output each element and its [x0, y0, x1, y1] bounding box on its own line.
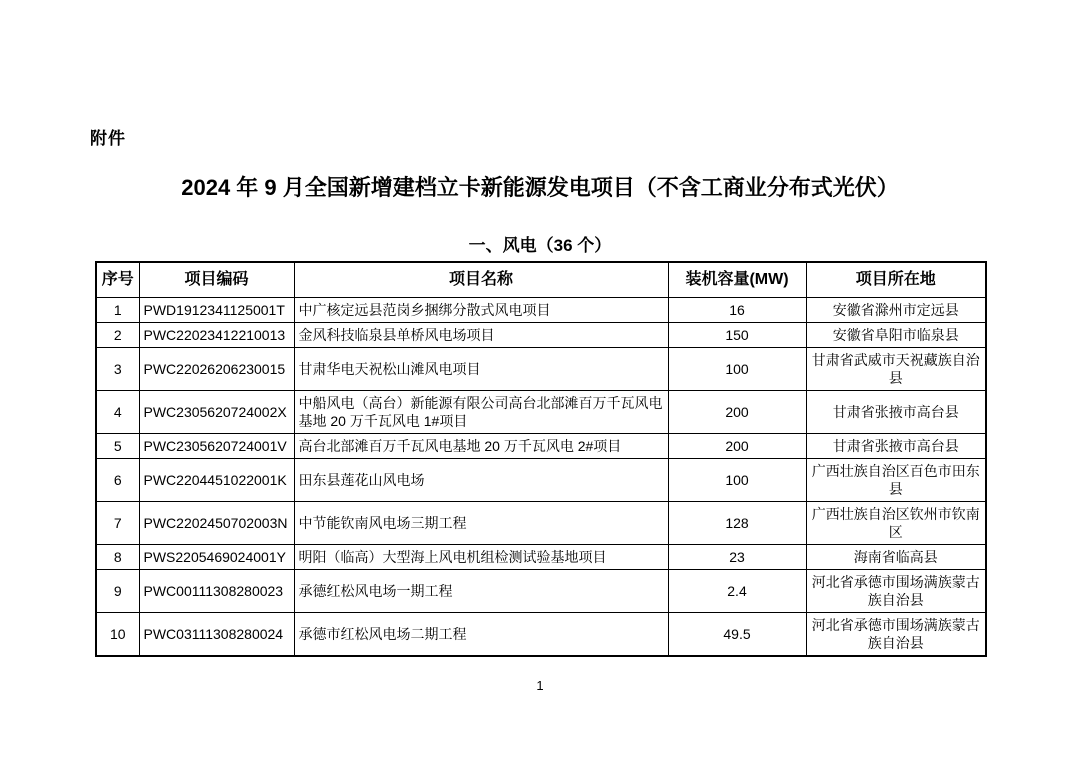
cell-location: 河北省承德市围场满族蒙古族自治县 — [806, 612, 986, 656]
cell-seq: 3 — [96, 347, 139, 390]
cell-code: PWC2305620724002X — [139, 390, 294, 433]
section-title: 一、风电（36 个） — [468, 236, 612, 255]
cell-capacity: 200 — [668, 390, 806, 433]
cell-name: 中广核定远县范岗乡捆绑分散式风电项目 — [294, 297, 668, 322]
cell-name: 金风科技临泉县单桥风电场项目 — [294, 322, 668, 347]
cell-code: PWC22023412210013 — [139, 322, 294, 347]
cell-seq: 4 — [96, 390, 139, 433]
cell-location: 安徽省阜阳市临泉县 — [806, 322, 986, 347]
cell-location: 河北省承德市围场满族蒙古族自治县 — [806, 569, 986, 612]
cell-name: 田东县莲花山风电场 — [294, 458, 668, 501]
cell-seq: 10 — [96, 612, 139, 656]
attachment-label: 附件 — [90, 129, 126, 148]
cell-capacity: 200 — [668, 433, 806, 458]
projects-table — [95, 261, 987, 657]
cell-code: PWC03111308280024 — [139, 612, 294, 656]
cell-location: 广西壮族自治区钦州市钦南区 — [806, 501, 986, 544]
cell-code: PWC22026206230015 — [139, 347, 294, 390]
table-row — [96, 433, 986, 458]
cell-capacity: 16 — [668, 297, 806, 322]
cell-capacity: 23 — [668, 544, 806, 569]
column-header-name: 项目名称 — [294, 262, 668, 297]
cell-name: 中节能钦南风电场三期工程 — [294, 501, 668, 544]
table-row — [96, 390, 986, 433]
table-row — [96, 458, 986, 501]
cell-code: PWC2305620724001V — [139, 433, 294, 458]
cell-seq: 9 — [96, 569, 139, 612]
cell-capacity: 49.5 — [668, 612, 806, 656]
cell-location: 甘肃省武威市天祝藏族自治县 — [806, 347, 986, 390]
cell-location: 甘肃省张掖市高台县 — [806, 390, 986, 433]
document-title: 2024 年 9 月全国新增建档立卡新能源发电项目（不含工商业分布式光伏） — [181, 175, 899, 200]
cell-seq: 6 — [96, 458, 139, 501]
table-header — [96, 262, 986, 297]
table-row — [96, 544, 986, 569]
cell-seq: 2 — [96, 322, 139, 347]
table-row — [96, 612, 986, 656]
table-row — [96, 501, 986, 544]
cell-seq: 7 — [96, 501, 139, 544]
cell-code: PWD1912341125001T — [139, 297, 294, 322]
cell-seq: 8 — [96, 544, 139, 569]
table-row — [96, 347, 986, 390]
cell-name: 承德市红松风电场二期工程 — [294, 612, 668, 656]
cell-code: PWC00111308280023 — [139, 569, 294, 612]
cell-name: 承德红松风电场一期工程 — [294, 569, 668, 612]
cell-capacity: 150 — [668, 322, 806, 347]
cell-code: PWC2202450702003N — [139, 501, 294, 544]
cell-name: 中船风电（高台）新能源有限公司高台北部滩百万千瓦风电基地 20 万千瓦风电 1#项目 — [294, 390, 668, 433]
cell-location: 广西壮族自治区百色市田东县 — [806, 458, 986, 501]
table-body — [96, 297, 986, 656]
cell-name: 甘肃华电天祝松山滩风电项目 — [294, 347, 668, 390]
cell-location: 海南省临高县 — [806, 544, 986, 569]
cell-name: 高台北部滩百万千瓦风电基地 20 万千瓦风电 2#项目 — [294, 433, 668, 458]
table-row — [96, 322, 986, 347]
column-header-capacity: 装机容量(MW) — [668, 262, 806, 297]
column-header-location: 项目所在地 — [806, 262, 986, 297]
column-header-code: 项目编码 — [139, 262, 294, 297]
cell-capacity: 100 — [668, 458, 806, 501]
cell-seq: 1 — [96, 297, 139, 322]
cell-location: 安徽省滁州市定远县 — [806, 297, 986, 322]
table-header-row — [96, 262, 986, 297]
table-row — [96, 569, 986, 612]
column-header-seq: 序号 — [96, 262, 139, 297]
cell-location: 甘肃省张掖市高台县 — [806, 433, 986, 458]
cell-capacity: 100 — [668, 347, 806, 390]
page-number: 1 — [536, 678, 544, 693]
table-row — [96, 297, 986, 322]
cell-seq: 5 — [96, 433, 139, 458]
cell-code: PWC2204451022001K — [139, 458, 294, 501]
cell-capacity: 2.4 — [668, 569, 806, 612]
cell-code: PWS2205469024001Y — [139, 544, 294, 569]
cell-capacity: 128 — [668, 501, 806, 544]
cell-name: 明阳（临高）大型海上风电机组检测试验基地项目 — [294, 544, 668, 569]
